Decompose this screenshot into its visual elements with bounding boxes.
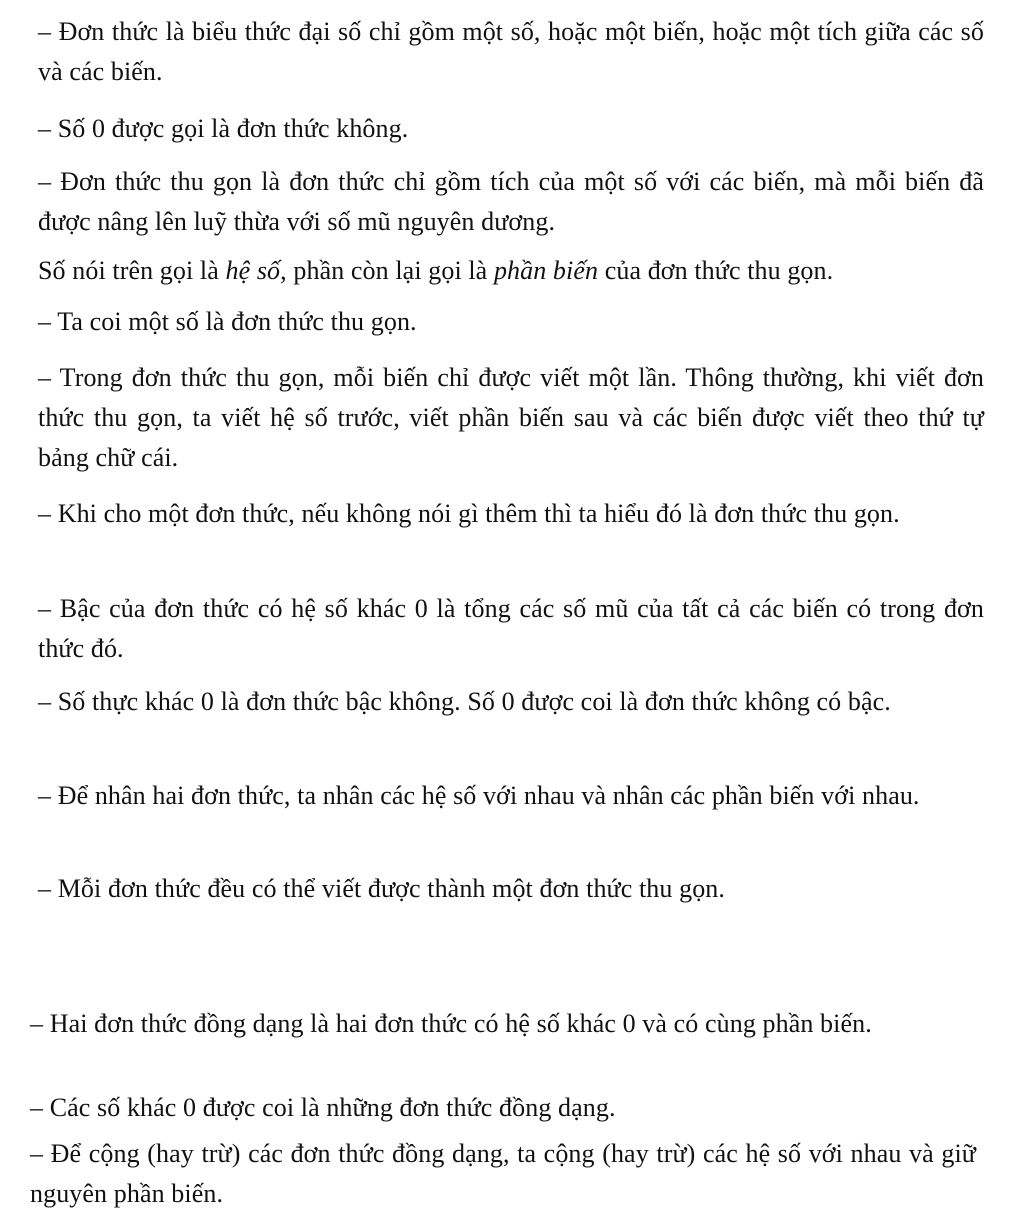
paragraph-zero-monomial: – Số 0 được gọi là đơn thức không.: [38, 114, 409, 143]
text-segment: của đơn thức thu gọn.: [598, 256, 834, 285]
paragraph-coefficient-variable-part: [38, 251, 984, 291]
term-variable-part: phần biến: [493, 256, 599, 285]
text-segment: Số nói trên gọi là: [38, 256, 226, 285]
paragraph-nonzero-numbers-similar: – Các số khác 0 được coi là những đơn thức đồng dạng.: [30, 1093, 616, 1122]
paragraph-can-be-reduced: – Mỗi đơn thức đều có thể viết được thành một đơn thức thu gọn.: [38, 874, 725, 903]
paragraph-monomial-definition: – Đơn thức là biểu thức đại số chỉ gồm một số, hoặc một biến, hoặc một tích giữa các số và các biến.: [38, 17, 984, 86]
paragraph-similar-monomials: – Hai đơn thức đồng dạng là hai đơn thức có hệ số khác 0 và có cùng phần biến.: [30, 1009, 872, 1038]
paragraph-writing-order: – Trong đơn thức thu gọn, mỗi biến chỉ được viết một lần. Thông thường, khi viết đơn thức thu gọn, ta viết hệ số trước, viết phần biến sau và các biến được viết theo thứ tự bảng chữ cái.: [38, 363, 984, 472]
paragraph-degree-definition: – Bậc của đơn thức có hệ số khác 0 là tổng các số mũ của tất cả các biến có trong đơn thức đó.: [38, 594, 984, 663]
paragraph-addition-rule: – Để cộng (hay trừ) các đơn thức đồng dạng, ta cộng (hay trừ) các hệ số với nhau và giữ nguyên phần biến.: [30, 1139, 976, 1208]
paragraph-multiplication-rule: – Để nhân hai đơn thức, ta nhân các hệ số với nhau và nhân các phần biến với nhau.: [38, 781, 920, 810]
paragraph-degree-zero: – Số thực khác 0 là đơn thức bậc không. Số 0 được coi là đơn thức không có bậc.: [38, 687, 891, 716]
text-segment: , phần còn lại gọi là: [280, 256, 494, 285]
term-coefficient: hệ số: [225, 256, 281, 285]
paragraph-reduced-monomial: – Đơn thức thu gọn là đơn thức chỉ gồm tích của một số với các biến, mà mỗi biến đã được nâng lên luỹ thừa với số mũ nguyên dương.: [38, 167, 984, 236]
paragraph-default-reduced: – Khi cho một đơn thức, nếu không nói gì thêm thì ta hiểu đó là đơn thức thu gọn.: [38, 499, 900, 528]
paragraph-number-is-monomial: – Ta coi một số là đơn thức thu gọn.: [38, 307, 417, 336]
